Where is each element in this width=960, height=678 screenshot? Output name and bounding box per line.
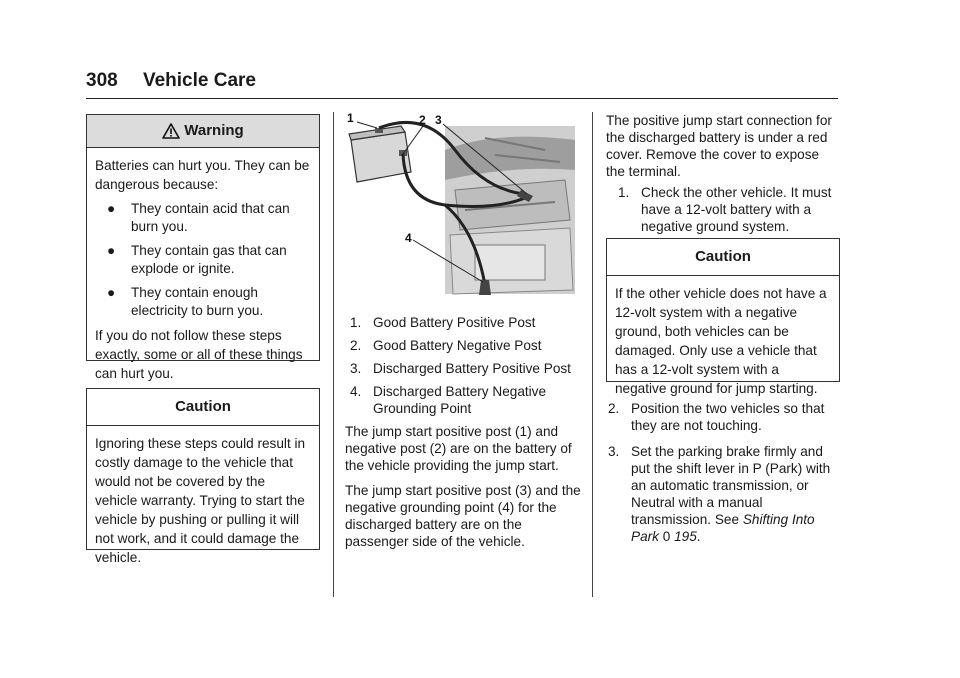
- middle-paragraph-1: The jump start positive post (1) and negative post (2) are on the battery of the vehicle providing the jump start.: [345, 424, 572, 473]
- step-1: 1. Check the other vehicle. It must have a 12-volt battery with a negative ground system.: [618, 185, 832, 234]
- legend-item: 3. Discharged Battery Positive Post: [350, 361, 571, 376]
- shifting-into-park-link[interactable]: Shifting Into Park: [631, 512, 815, 544]
- right-paragraph-1: The positive jump start connection for the discharged battery is under a red cover. Remove the cover to expose the terminal.: [606, 113, 832, 179]
- page-header: [86, 70, 256, 92]
- figure-legend: [345, 314, 581, 417]
- page-ref-icon: 0: [662, 529, 671, 544]
- legend-item: 4. Discharged Battery Negative Grounding Point: [350, 384, 547, 416]
- column-divider-1: [333, 112, 334, 597]
- callout-1: 1: [347, 111, 354, 125]
- step-3: 3. Set the parking brake firmly and put the shift lever in P (Park) with an automatic transmission, or Neutral with a manual transmission. See Shifting Into Park 0 195.: [608, 444, 831, 544]
- warning-triangle-icon: [162, 119, 180, 151]
- callout-4: 4: [405, 231, 412, 245]
- caution-body-2: If the other vehicle does not have a 12-volt system with a negative ground, both vehicles can be damaged. Only use a vehicle that has a 12-volt system with a negative ground for jump starting.: [615, 286, 827, 396]
- caution-header-1: [87, 389, 319, 426]
- caution-body-1: Ignoring these steps could result in costly damage to the vehicle that would not be covered by the vehicle warranty. Trying to start the vehicle by pushing or pulling it will not work, and it could damage the vehicle.: [95, 436, 306, 565]
- warning-bullet: ● They contain gas that can explode or ignite.: [107, 243, 287, 276]
- warning-header: [87, 115, 319, 148]
- step-2: 2. Position the two vehicles so that they are not touching.: [608, 401, 825, 433]
- header-rule: [86, 98, 838, 99]
- warning-title: Warning: [184, 122, 244, 139]
- warning-box: [86, 114, 320, 381]
- callout-2: 2: [419, 113, 426, 127]
- page-ref-number[interactable]: 195: [674, 529, 697, 544]
- section-title: Vehicle Care: [142, 70, 257, 91]
- right-column-steps: [606, 400, 840, 551]
- caution-box-2: [606, 238, 840, 396]
- right-column: [606, 112, 840, 241]
- warning-outro: If you do not follow these steps exactly, some or all of these things can hurt you.: [95, 328, 303, 381]
- callout-3: 3: [435, 113, 442, 127]
- page-number: 308: [86, 70, 118, 91]
- warning-intro: Batteries can hurt you. They can be dangerous because:: [95, 158, 310, 192]
- caution-title-2: Caution: [695, 248, 751, 265]
- legend-item: 1. Good Battery Positive Post: [350, 315, 536, 330]
- caution-title-1: Caution: [175, 398, 231, 415]
- warning-body: [87, 148, 319, 389]
- warning-bullet: ● They contain acid that can burn you.: [107, 201, 290, 234]
- column-divider-2: [592, 112, 593, 597]
- engine-illustration: [345, 110, 577, 300]
- legend-item: 2. Good Battery Negative Post: [350, 338, 542, 353]
- caution-header-2: [607, 239, 839, 276]
- middle-paragraph-2: The jump start positive post (3) and the negative grounding point (4) for the discharged battery are on the passenger side of the vehicle.: [345, 483, 581, 549]
- middle-column: [345, 314, 581, 558]
- jump-start-figure: [345, 110, 577, 300]
- caution-box-1: [86, 388, 320, 565]
- warning-bullet: ● They contain enough electricity to burn you.: [107, 285, 264, 318]
